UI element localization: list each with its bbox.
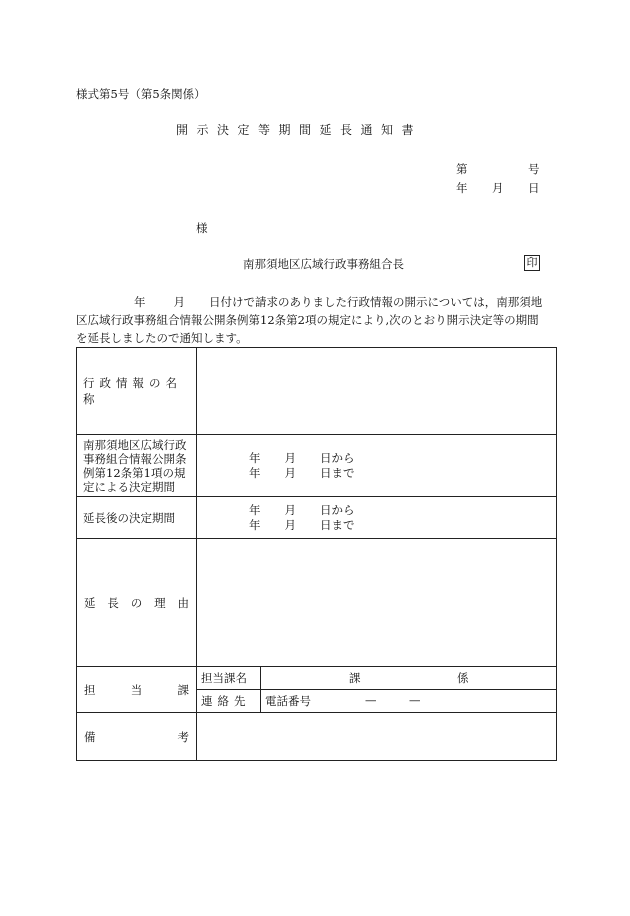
row-original-period [77,435,557,497]
field-extended-period[interactable]: 年 月 日から 年 月 日まで [197,497,557,539]
label-reason: 延 長 の 理 由 [77,539,197,667]
body-line3: を延長しましたので通知します。 [76,331,248,345]
ka-suffix: 課 [349,671,361,685]
body-line1: 日付けで請求のありました行政情報の開示については，南那須地 [209,295,543,309]
document-title: 開示決定等期間延長通知書 [176,123,423,137]
body-year: 年 [134,295,146,309]
label-remarks: 備 考 [77,713,197,761]
label-info-name: 行政情報の名称 [77,348,197,435]
body-month: 月 [173,295,185,309]
doc-number-suffix: 号 [528,162,540,176]
row-info-name [77,348,557,435]
field-original-period[interactable]: 年 月 日から 年 月 日まで [197,435,557,497]
tel-dash-2: — [409,693,421,707]
row-extended-period [77,497,557,539]
form-number: 様式第5号（第5条関係） [76,87,206,101]
field-contact[interactable] [261,690,557,713]
kakari-suffix: 係 [457,671,469,685]
row-dept-name [77,667,557,690]
label-extended-period: 延長後の決定期間 [77,497,197,539]
seal-mark: 印 [524,255,540,271]
field-reason[interactable] [197,539,557,667]
row-reason [77,539,557,667]
label-department: 担 当 課 [77,667,197,713]
body-paragraph [76,293,560,347]
tel-dash-1: — [365,693,377,707]
row-remarks [77,713,557,761]
field-info-name[interactable] [197,348,557,435]
doc-number-prefix: 第 [456,162,468,176]
doc-date-year: 年 [456,181,468,195]
tel-label: 電話番号 [265,694,311,708]
label-original-period: 南那須地区広域行政事務組合情報公開条例第12条第1項の規定による決定期間 [77,435,197,497]
label-contact: 連絡先 [197,690,261,713]
issuer-name: 南那須地区広域行政事務組合長 [243,257,404,271]
doc-date-month: 月 [492,181,504,195]
body-line2: 区広域行政事務組合情報公開条例第12条第2項の規定により,次のとおり開示決定等の期間 [76,313,539,327]
label-dept-name: 担当課名 [197,667,261,690]
addressee-suffix: 様 [196,221,208,235]
field-dept-name[interactable] [261,667,557,690]
notice-table [76,347,557,761]
doc-date-day: 日 [528,181,540,195]
field-remarks[interactable] [197,713,557,761]
